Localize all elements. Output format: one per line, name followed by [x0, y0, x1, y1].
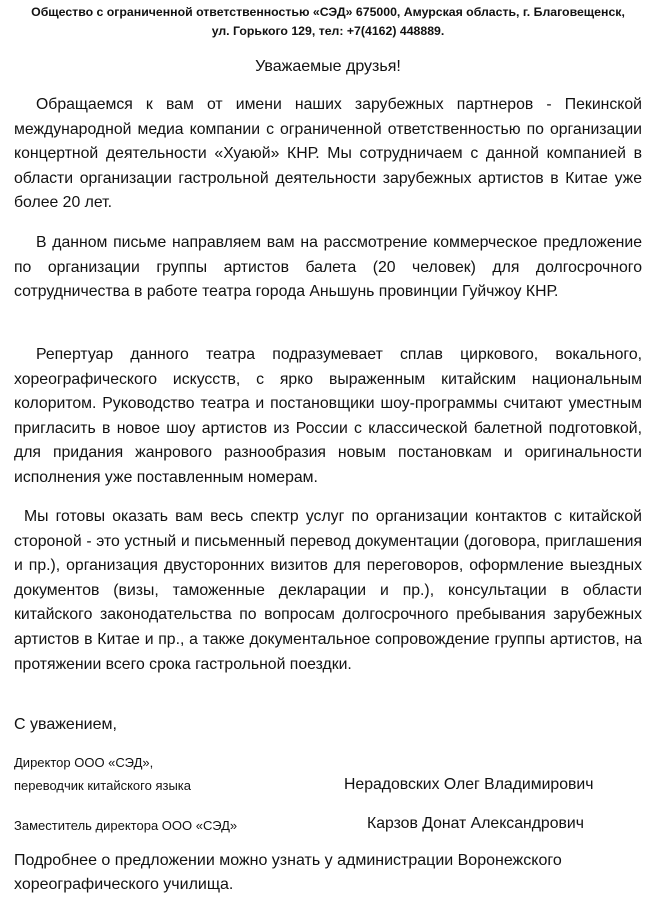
closing: С уважением,: [14, 716, 117, 733]
signature-1-title-line-1: Директор ООО «СЭД»,: [14, 755, 154, 770]
letterhead-line-1: Общество с ограниченной ответственностью «СЭД» 675000, Амурская область, г. Благовещенск,: [31, 5, 625, 19]
signature-2-title: Заместитель директора ООО «СЭД»: [14, 818, 238, 833]
greeting: Уважаемые друзья!: [255, 58, 401, 75]
letterhead-line-2: ул. Горького 129, тел: +7(4162) 448889.: [211, 24, 445, 38]
paragraph-4: Мы готовы оказать вам весь спектр услуг по организации контактов с китайской стороной - это устный и письменный перевод документации (договора, приглашения и пр.), организация двусторонних визитов для переговоров, оформление выездных документов (визы, таможенные декларации и пр.), консультации в области китайского законодательства по вопросам долгосрочного пребывания зарубежных артистов в Китае и пр., а также документальное сопровождение группы артистов, на протяжении всего срока гастрольной поездки.: [14, 508, 642, 673]
paragraph-3: Репертуар данного театра подразумевает сплав циркового, вокального, хореографического искусств, с ярко выраженным китайским национальным колоритом. Руководство театра и постановщики шоу-программы считают уместным пригласить в новое шоу артистов из России с классической балетной подготовкой, для придания жанрового разнообразия новым постановкам и оригинальности исполнения уже поставленным номерам.: [14, 346, 642, 486]
signature-2-name: Карзов Донат Александрович: [367, 815, 584, 832]
signature-1-title-line-2: переводчик китайского языка: [14, 778, 192, 793]
footer-note: Подробнее о предложении можно узнать у администрации Воронежского хореографического училища.: [14, 852, 562, 893]
paragraph-2: В данном письме направляем вам на рассмотрение коммерческое предложение по организации группы артистов балета (20 человек) для долгосрочного сотрудничества в работе театра города Аньшунь провинции Гуйчжоу КНР.: [14, 234, 642, 301]
paragraph-1: Обращаемся к вам от имени наших зарубежных партнеров - Пекинской международной медиа компании с ограниченной ответственностью по организации концертной деятельности «Хуаюй» КНР. Мы сотрудничаем с данной компанией в области организации гастрольной деятельности зарубежных артистов в Китае уже более 20 лет.: [14, 96, 642, 212]
signature-1-name: Нерадовских Олег Владимирович: [344, 776, 594, 793]
letterhead: [0, 3, 656, 41]
